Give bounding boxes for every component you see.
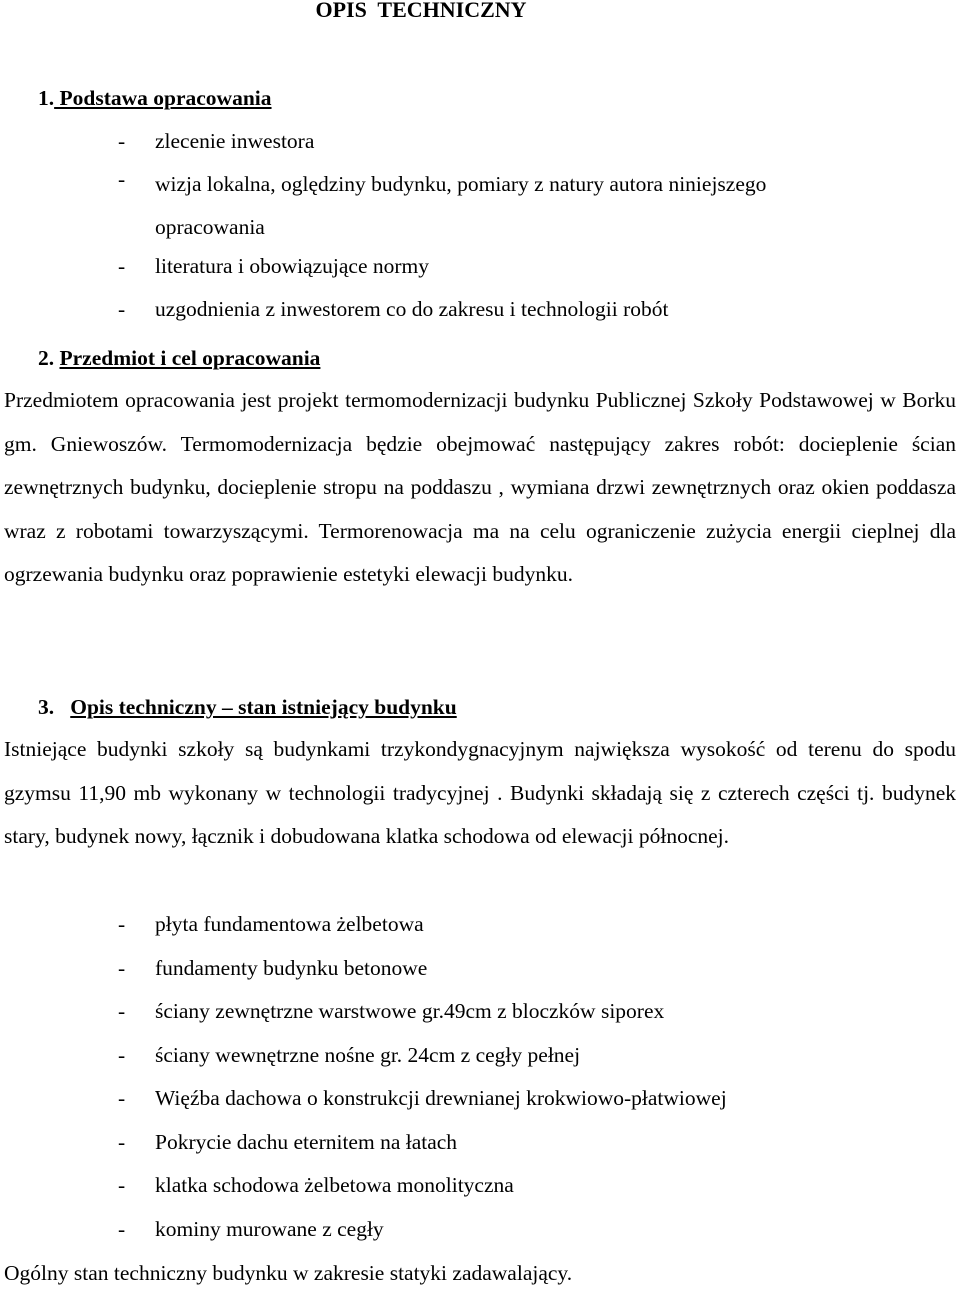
list-item: - ściany zewnętrzne warstwowe gr.49cm z bloczków siporex xyxy=(118,995,727,1039)
section-3-paragraph: Istniejące budynki szkoły są budynkami trzykondygnacyjnym największa wysokość od terenu do spodu gzymsu 11,90 mb wykonany w technologii tradycyjnej . Budynki składają się z czterech części tj. budynek stary, budynek nowy, łącznik i dobudowana klatka schodowa od elewacji północnej. xyxy=(4,737,956,849)
bullet-dash: - xyxy=(118,129,126,153)
bullet-dash: - xyxy=(118,1216,126,1241)
section-3-number: 3. xyxy=(38,695,55,719)
section-1-title: Podstawa opracowania xyxy=(54,86,272,110)
list-item: - wizja lokalna, oględziny budynku, pomiary z natury autora niniejszego opracowania xyxy=(118,163,875,250)
list-item: - płyta fundamentowa żelbetowa xyxy=(118,908,727,952)
bullet-dash: - xyxy=(118,955,126,980)
list-item: - klatka schodowa żelbetowa monolityczna xyxy=(118,1169,727,1213)
bullet-dash: - xyxy=(118,1129,126,1154)
bullet-dash: - xyxy=(118,166,126,191)
section-1-number: 1. xyxy=(38,86,55,110)
list-item: - Więźba dachowa o konstrukcji drewnianej krokwiowo-płatwiowej xyxy=(118,1082,727,1126)
bullet-dash: - xyxy=(118,999,126,1023)
bullet-dash: - xyxy=(118,297,126,321)
section-2-paragraph: Przedmiotem opracowania jest projekt termomodernizacji budynku Publicznej Szkoły Podstawowej w Borku gm. Gniewoszów. Termomodernizacja będzie obejmować następujący zakres robót: docieplenie ścian zewnętrznych budynku, docieplenie stropu na poddaszu , wymiana drzwi zewnętrznych oraz okien poddasza wraz z robotami towarzyszącymi. Termorenowacja ma na celu ograniczenie zużycia energii cieplnej dla ogrzewania budynku oraz poprawienie estetyki elewacji budynku. xyxy=(4,388,956,587)
bullet-dash: - xyxy=(118,1173,126,1197)
section-3-title: Opis techniczny – stan istniejący budynku xyxy=(70,695,457,719)
list-item: - literatura i obowiązujące normy xyxy=(118,250,875,294)
bullet-dash: - xyxy=(118,912,126,936)
section-1-heading xyxy=(38,82,272,114)
list-item: - kominy murowane z cegły xyxy=(118,1213,727,1257)
section-2-number: 2. xyxy=(38,346,55,370)
bullet-dash: - xyxy=(118,1086,126,1110)
list-item: - ściany wewnętrzne nośne gr. 24cm z cegły pełnej xyxy=(118,1039,727,1083)
conclusion-text: Ogólny stan techniczny budynku w zakresie statyki zadawalający. xyxy=(4,1261,573,1285)
section-2-heading xyxy=(38,342,320,374)
list-item: - uzgodnienia z inwestorem co do zakresu i technologii robót xyxy=(118,293,875,337)
section-3-list xyxy=(118,908,727,1256)
document-title: OPIS TECHNICZNY xyxy=(315,0,527,22)
bullet-dash: - xyxy=(118,1042,126,1067)
list-item: - fundamenty budynku betonowe xyxy=(118,952,727,996)
bullet-dash: - xyxy=(118,253,126,278)
section-1-list xyxy=(118,125,875,337)
section-2-title: Przedmiot i cel opracowania xyxy=(59,346,321,370)
section-3-heading xyxy=(38,691,457,723)
list-item: - zlecenie inwestora xyxy=(118,125,875,169)
list-item: - Pokrycie dachu eternitem na łatach xyxy=(118,1126,727,1170)
